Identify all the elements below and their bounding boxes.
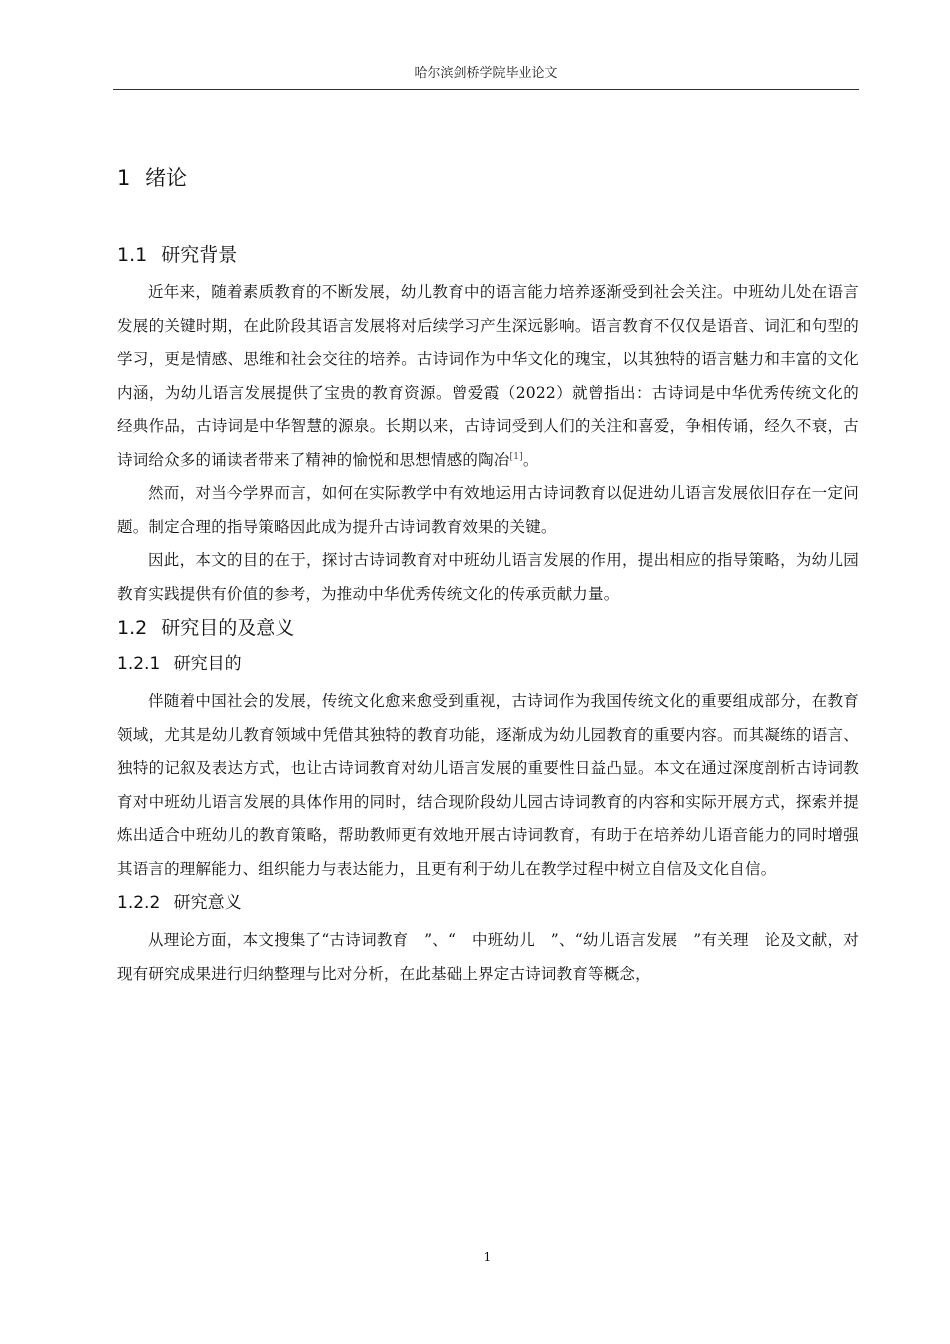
- paragraph-end-punct: 。: [522, 450, 539, 469]
- subsection-number: 1.2.1: [117, 654, 161, 674]
- section-title: 研究背景: [161, 244, 238, 266]
- chapter-number: 1: [117, 166, 131, 190]
- paragraph-background-3: 因此，本文的目的在于，探讨古诗词教育对中班幼儿语言发展的作用，提出相应的指导策略，为幼儿园教育实践提供有价值的参考，为推动中华优秀传统文化的传承贡献力量。: [117, 551, 859, 603]
- citation-ref[interactable]: [1]: [509, 451, 523, 462]
- paragraph-purpose: 伴随着中国社会的发展，传统文化愈来愈受到重视，古诗词作为我国传统文化的重要组成部分，在教育领域，尤其是幼儿教育领域中凭借其独特的教育功能，逐渐成为幼儿园教育的重要内容。而其凝练的语言、独特的记叙及表达方式，也让古诗词教育对幼儿语言发展的重要性日益凸显。本文在通过深度剖析古诗词教育对中班幼儿语言发展的具体作用的同时，结合现阶段幼儿园古诗词教育的内容和实际开展方式，探索并提炼出适合中班幼儿的教育策略，帮助教师更有效地开展古诗词教育，有助于在培养幼儿语音能力的同时增强其语言的理解能力、组织能力与表达能力，且更有利于幼儿在教学过程中树立自信及文化自信。: [117, 692, 859, 878]
- subsection-title: 研究目的: [173, 654, 242, 674]
- section-number: 1.2: [117, 617, 148, 639]
- chapter-heading: [117, 160, 859, 196]
- running-header: 哈尔滨剑桥学院毕业论文: [414, 66, 558, 81]
- header-divider: [113, 89, 859, 90]
- paragraph-background-2: 然而，对当今学界而言，如何在实际教学中有效地运用古诗词教育以促进幼儿语言发展依旧存在一定问题。制定合理的指导策略因此成为提升古诗词教育效果的关键。: [117, 484, 859, 536]
- page-body: [117, 160, 859, 991]
- section-heading-1-2: [117, 611, 859, 645]
- page-number: 1: [483, 1250, 492, 1264]
- paragraph-significance: 从理论方面，本文搜集了“古诗词教育 ”、“ 中班幼儿 ”、“幼儿语言发展 ”有关理 论及文献，对现有研究成果进行归纳整理与比对分析，在此基础上界定古诗词教育等概念，: [117, 931, 859, 983]
- section-title: 研究目的及意义: [161, 617, 295, 639]
- subsection-number: 1.2.2: [117, 893, 161, 913]
- paragraph-background-1: [117, 276, 859, 477]
- chapter-title: 绪论: [145, 166, 188, 190]
- subsection-heading-1-2-2: [117, 888, 859, 918]
- paragraph-text: 近年来，随着素质教育的不断发展，幼儿教育中的语言能力培养逐渐受到社会关注。中班幼儿处在语言发展的关键时期，在此阶段其语言发展将对后续学习产生深远影响。语言教育不仅仅是语音、词汇和句型的学习，更是情感、思维和社会交往的培养。古诗词作为中华文化的瑰宝，以其独特的语言魅力和丰富的文化内涵，为幼儿语言发展提供了宝贵的教育资源。曾爱霞（2022）就曾指出：古诗词是中华优秀传统文化的经典作品，古诗词是中华智慧的源泉。长期以来，古诗词受到人们的关注和喜爱，争相传诵，经久不衰，古诗词给众多的诵读者带来了精神的愉悦和思想情感的陶冶: [117, 283, 859, 469]
- subsection-heading-1-2-1: [117, 649, 859, 679]
- section-number: 1.1: [117, 244, 148, 266]
- section-heading-1-1: [117, 238, 859, 272]
- subsection-title: 研究意义: [173, 893, 242, 913]
